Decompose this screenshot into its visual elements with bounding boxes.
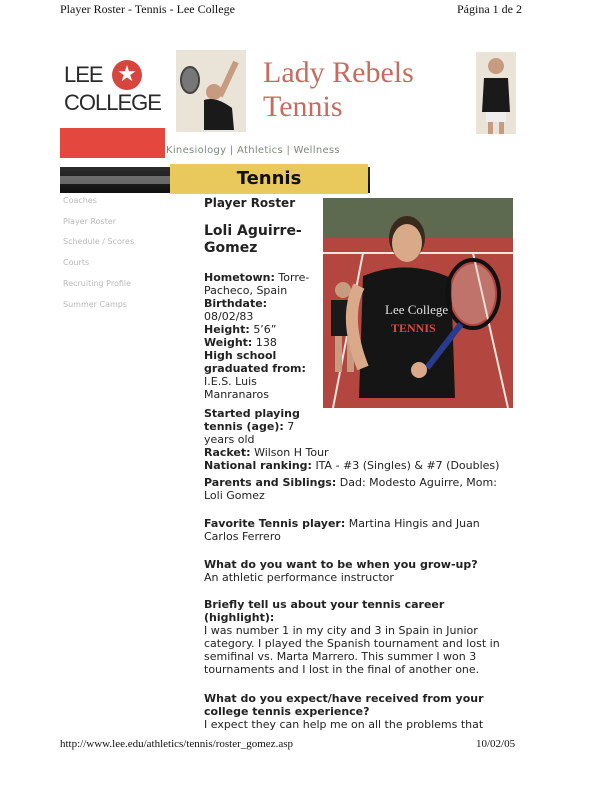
shirt-text-line2: TENNIS [391,321,436,335]
print-footer-url: http://www.lee.edu/athletics/tennis/roster_gomez.asp [60,738,293,750]
subtitle [204,197,524,210]
star-icon: ★ [112,60,142,90]
birthdate-label: Birthdate: [204,297,268,310]
banner-title-line1: Lady Rebels [263,56,414,89]
top-nav-links[interactable]: Kinesiology | Athletics | Wellness [166,145,340,156]
subtitle-text: Player Roster [204,196,296,210]
player-serve-image [176,50,246,132]
ranking-label: National ranking: [204,459,312,472]
player-name-line1: Loli Aguirre- [204,223,302,239]
player-action-image [476,52,516,134]
weight-value: 138 [255,336,277,349]
hometown-label: Hometown: [204,271,275,284]
player-name [204,223,319,257]
answer-2: I was number 1 in my city and 3 in Spain in Junior category. I played the Spanish tournament and lost in semifinal vs. Marta Marrero. This summer I won 3 tournaments and I lost in the final of another one. [204,624,500,676]
parents-section [204,476,519,502]
question-grow-up [204,558,524,584]
started-value: 7 years old [204,420,295,446]
favorite-player-section [204,517,509,543]
print-header-title: Player Roster - Tennis - Lee College [60,2,235,16]
weight-label: Weight: [204,336,253,349]
player-details [204,271,320,401]
sidebar-item-schedule[interactable]: Schedule / Scores [63,237,135,246]
favorite-label: Favorite Tennis player: [204,517,346,530]
parents-value: Dad: Modesto Aguirre, Mom: Loli Gomez [204,476,497,502]
question-1: What do you want to be when you grow-up? [204,558,478,571]
player-name-line2: Gomez [204,240,258,256]
red-accent-bar [60,128,165,158]
birthdate-value: 08/02/83 [204,310,254,323]
high-school-label: High school graduated from: [204,349,306,375]
player-photo [323,198,513,408]
tennis-details [204,407,524,472]
racket-value: Wilson H Tour [254,446,329,459]
answer-1: An athletic performance instructor [204,571,394,584]
logo-text-line1: LEE [64,62,103,87]
question-3: What do you expect/have received from your college tennis experience? [204,692,484,718]
high-school-value: I.E.S. Luis Manranaros [204,375,269,401]
section-title-bar: Tennis [170,164,368,194]
started-label: Started playing tennis (age): [204,407,300,433]
banner-title-line2: Tennis [263,90,343,123]
height-value: 5’6” [253,323,277,336]
ranking-value: ITA - #3 (Singles) & #7 (Doubles) [315,459,500,472]
sidebar-item-summer-camps[interactable]: Summer Camps [63,300,128,309]
sidebar-item-coaches[interactable]: Coaches [63,196,97,205]
shirt-text-line1: Lee College [385,302,449,317]
print-footer-date: 10/02/05 [476,738,516,750]
parents-label: Parents and Siblings: [204,476,337,489]
sidebar-item-recruiting[interactable]: Recruiting Profile [63,279,132,288]
banner-title [263,56,414,124]
question-2: Briefly tell us about your tennis career (highlight): [204,598,445,624]
answer-3: I expect they can help me on all the problems that [204,718,484,731]
racket-label: Racket: [204,446,251,459]
sidebar-item-courts[interactable]: Courts [63,258,90,267]
question-expect [204,692,504,731]
logo-text-line2: COLLEGE [64,90,161,115]
sidebar-item-player-roster[interactable]: Player Roster [63,217,117,226]
lee-college-logo[interactable] [64,58,164,118]
height-label: Height: [204,323,250,336]
print-header-page: Página 1 de 2 [457,2,522,16]
question-career [204,598,519,676]
favorite-value: Martina Hingis and Juan Carlos Ferrero [204,517,480,543]
hometown-value: Torre-Pacheco, Spain [204,271,310,297]
